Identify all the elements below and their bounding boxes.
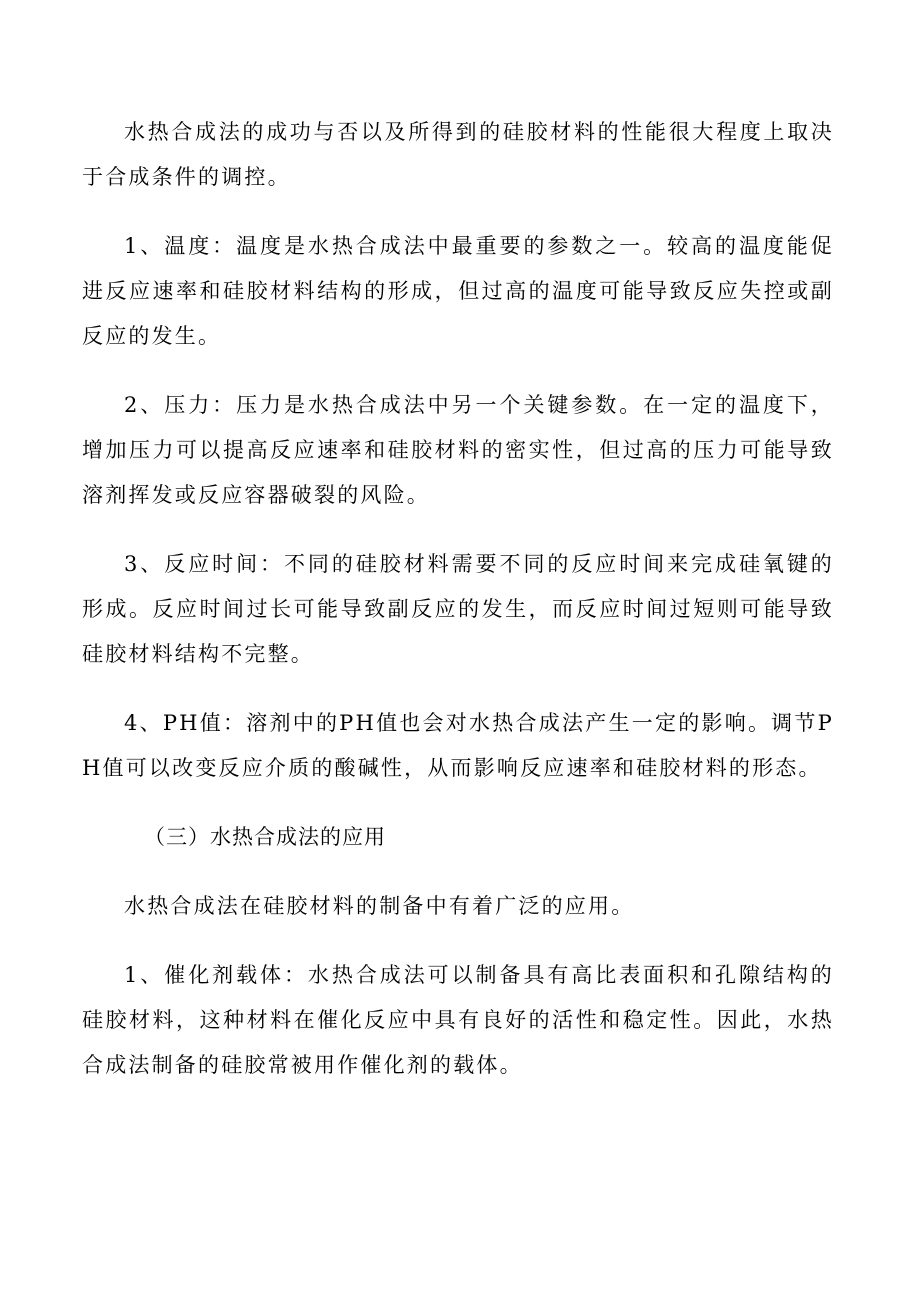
paragraph-catalyst-support: 1、催化剂载体：水热合成法可以制备具有高比表面积和孔隙结构的硅胶材料，这种材料在催化反应中具有良好的活性和稳定性。因此，水热合成法制备的硅胶常被用作催化剂的载体。 bbox=[82, 963, 834, 1077]
paragraph-ph-value: 4、PH值：溶剂中的PH值也会对水热合成法产生一定的影响。调节PH值可以改变反应介质的酸碱性，从而影响反应速率和硅胶材料的形态。 bbox=[82, 711, 834, 780]
paragraph-applications-intro: 水热合成法在硅胶材料的制备中有着广泛的应用。 bbox=[124, 894, 635, 918]
section-heading: （三）水热合成法的应用 bbox=[144, 825, 386, 849]
paragraph-reaction-time: 3、反应时间：不同的硅胶材料需要不同的反应时间来完成硅氧键的形成。反应时间过长可能导致副反应的发生，而反应时间过短则可能导致硅胶材料结构不完整。 bbox=[82, 552, 834, 666]
paragraph-synthesis-conditions: 水热合成法的成功与否以及所得到的硅胶材料的性能很大程度上取决于合成条件的调控。 bbox=[82, 120, 834, 189]
paragraph-pressure: 2、压力：压力是水热合成法中另一个关键参数。在一定的温度下，增加压力可以提高反应速率和硅胶材料的密实性，但过高的压力可能导致溶剂挥发或反应容器破裂的风险。 bbox=[82, 393, 834, 507]
paragraph-temperature: 1、温度：温度是水热合成法中最重要的参数之一。较高的温度能促进反应速率和硅胶材料结构的形成，但过高的温度可能导致反应失控或副反应的发生。 bbox=[82, 234, 834, 348]
document-page bbox=[82, 110, 834, 1112]
